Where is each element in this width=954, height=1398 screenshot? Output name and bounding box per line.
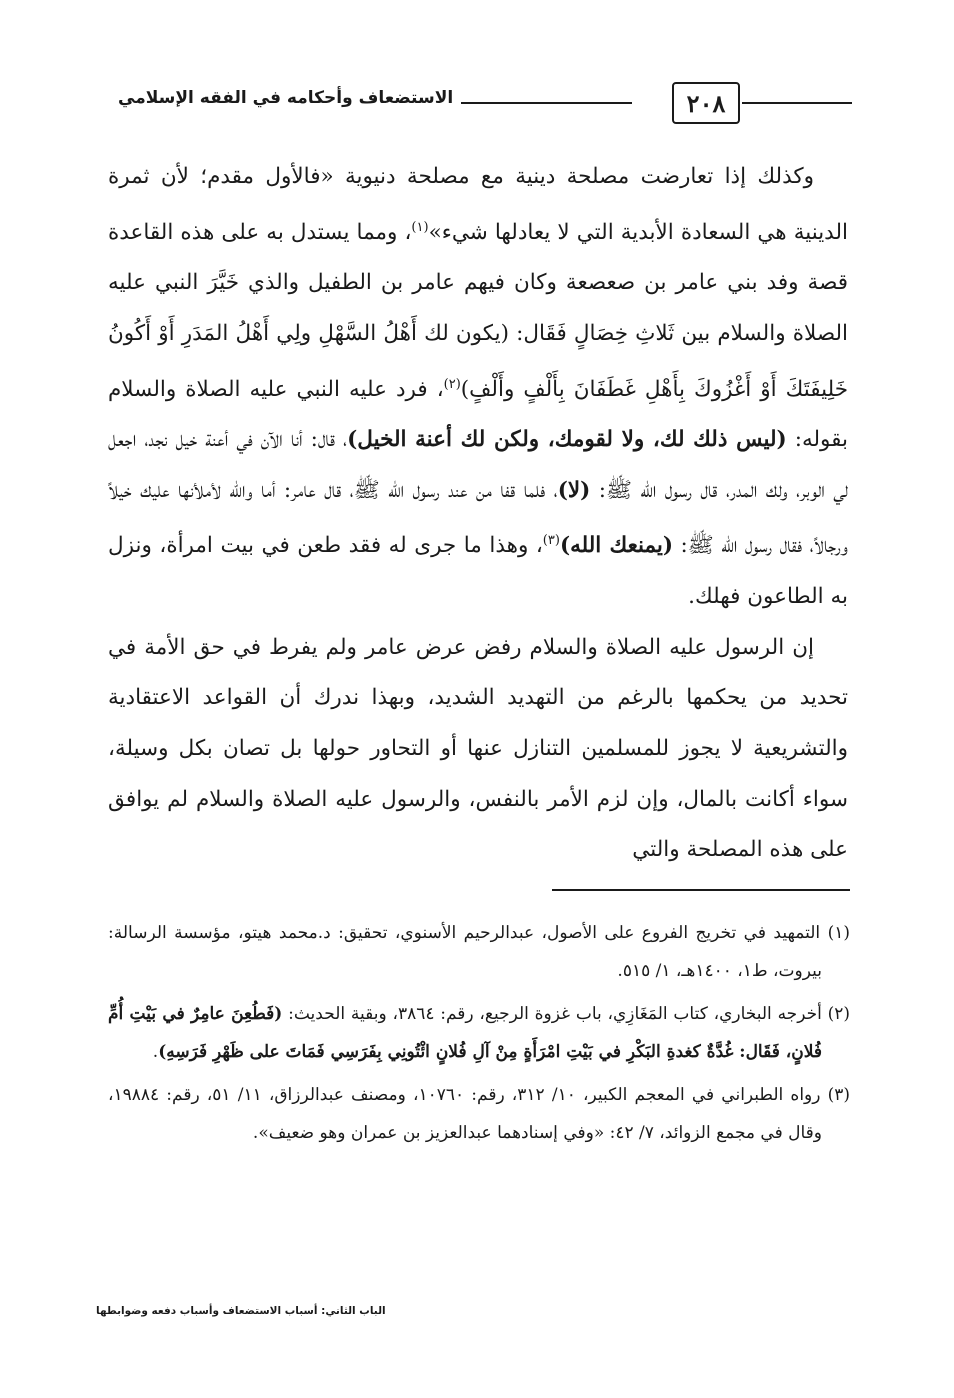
- paragraph-2: إن الرسول عليه الصلاة والسلام رفض عرض عامر ولم يفرط في حق الأمة في تحديد من يحكمها بالرغم من التهديد الشديد، وبهذا ندرك أن القواعد الاعتقادية والتشريعية لا يجوز للمسلمين التنازل عنها أو التحاور حولها بل تصان بكل وسيلة، سواء أكانت بالمال، وإن لزم الأمر بالنفس، والرسول عليه الصلاة والسلام لم يوافق على هذه المصلحة والتي: [108, 634, 848, 863]
- footnote-1-number: (١): [827, 923, 851, 943]
- hadith-quote-3: (يمنعك الله): [559, 533, 674, 559]
- p1-text-f: ، وهذا ما جرى له فقد طعن في بيت امرأة، ونزل به الطاعون فهلك.: [108, 533, 848, 610]
- p1-text-c: ، فرد عليه النبي عليه الصلاة والسلام بقوله:: [108, 376, 849, 453]
- footnote-separator: [552, 889, 850, 891]
- p1-text-a: وكذلك إذا تعارضت مصلحة دينية مع مصلحة دنيوية «فالأول مقدم؛ لأن ثمرة الدينية هي السعادة الأبدية التي لا يعادلها شيء»: [108, 164, 848, 245]
- hadith-quote-1: (ليس ذلك لك، ولا لقومك، ولكن لك أعنة الخيل): [347, 427, 787, 453]
- p1-text-b: ، ومما يستدل به على هذه القاعدة قصة وفد بني عامر بن صعصعة وكان فيهم عامر بن الطفيل والذي خَيَّرَ النبي عليه الصلاة والسلام بين ثَلاثِ خِصَالٍ فَقَال: (يكون لك أَهْلُ السَّهْلِ ولِي أَهْلُ المَدَرِ أَوْ أَكُونُ خَلِيفَتَكَ أَوْ أَغْزُوكَ بِأَهْلِ غَطَفَانَ بِأَلْفٍ وأَلْفٍ): [108, 219, 848, 402]
- main-text: [108, 152, 848, 876]
- footnote-2-end: .: [152, 1042, 159, 1062]
- page-number: ٢٠٨: [672, 82, 740, 124]
- paragraph-1: [108, 152, 848, 623]
- footnote-2: [108, 995, 850, 1071]
- footnote-2-number: (٢): [827, 1004, 851, 1024]
- footnote-ref-2: (٢): [443, 376, 461, 392]
- footnote-ref-3: (٣): [542, 533, 560, 549]
- footnote-1: [108, 914, 850, 990]
- footnote-3: [108, 1076, 850, 1152]
- running-title: الاستضعاف وأحكامه في الفقه الإسلامي: [112, 88, 461, 108]
- footnote-3-number: (٣): [827, 1085, 851, 1105]
- hadith-quote-2: (لا): [557, 477, 591, 503]
- chapter-footer: الباب الثاني: أسباب الاستضعاف وأسباب دفعه وضوابطها: [96, 1305, 386, 1317]
- page-header: [112, 78, 852, 126]
- footnote-2-quote: (فَطُعِنَ عامِرٌ في بَيْتِ أُمِّ فُلانٍ، فَقَال: غُدَّةٌ كغدةِ البَكْرِ في بَيْتِ امْرَأَةٍ مِنْ آلِ فُلانٍ ائْتُونِي بِفَرَسِي فَمَاتَ على ظَهْرِ فَرَسِهِ): [108, 1004, 822, 1062]
- footnote-3-text: رواه الطبراني في المعجم الكبير، ١٠/ ٣١٢، رقم: ١٠٧٦٠، ومصنف عبدالرزاق، ١١/ ٥١، رقم: ١٩٨٨٤، وقال في مجمع الزوائد، ٧/ ٤٢: «وفي إسنادهما عبدالعزيز بن عمران وهو ضعيف».: [108, 1085, 822, 1143]
- footnote-2-text: أخرجه البخاري، كتاب المَغَازِي، باب غزوة الرجيع، رقم: ٣٨٦٤، وبقية الحديث:: [282, 1004, 822, 1024]
- footnote-ref-1: (١): [411, 219, 429, 235]
- p1-text-d: ، قال: أنا الآن في أعنة خيل نجد، اجعل لي الوبر، ولك المدر، قال رسول الله ﷺ:: [108, 427, 848, 503]
- p1-text-e: ، فلما قفا من عند رسول الله ﷺ، قال عامر: أما والله لأملأنها عليك خيلاً ورجالاً، فقال رسول الله ﷺ:: [108, 477, 848, 559]
- header-rule-right: [742, 102, 852, 104]
- footnotes: [108, 914, 850, 1157]
- footnote-1-text: التمهيد في تخريج الفروع على الأصول، عبدالرحيم الأسنوي، تحقيق: د.محمد هيتو، مؤسسة الرسالة: بيروت، ط١، ١٤٠٠هـ، ١/ ٥١٥.: [108, 923, 822, 981]
